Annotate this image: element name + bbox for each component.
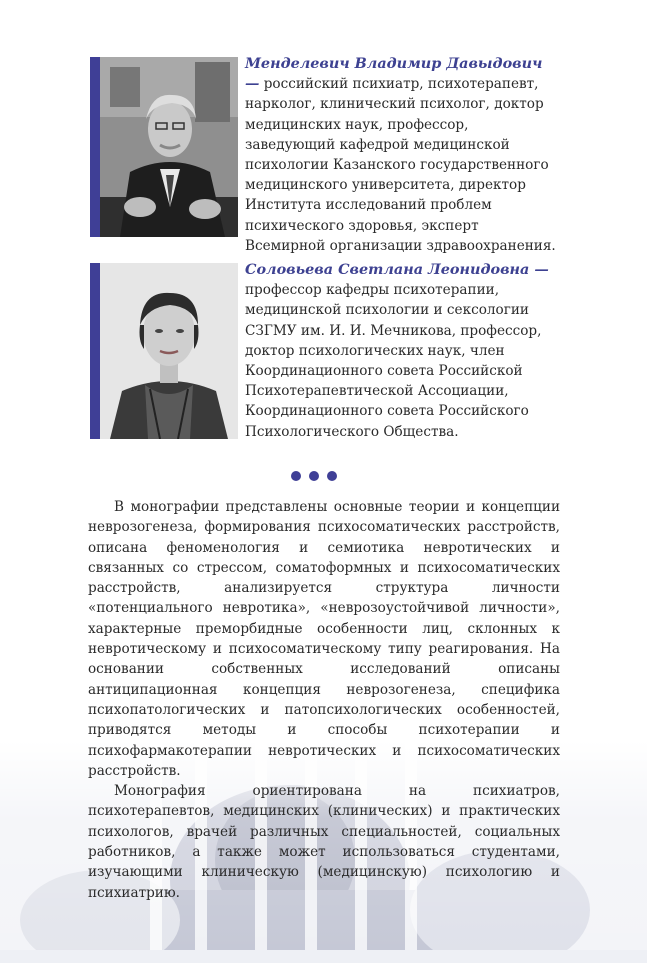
annotation-paragraph: В монографии представлены основные теории и концепции неврозогенеза, формирования психосоматических расстройств, описана феноменология и семиотика невротических и связанных со стрессом, соматоформных и психосоматических расстройств, анализируется структура личности «потенциального невротика», «неврозоустойчивой личности», характерные преморбидные особенности лиц, склонных к невротическому и психосоматическому типу реагирования. На основании собственных исследований описаны антиципационная концепция неврозогенеза, специфика психопатологических и патопсихологических особенностей, приводятся методы и способы психотерапии и психофармакотерапии невротических и психосоматических расстройств. (88, 499, 560, 779)
author-name: Соловьева Светлана Леонидовна (245, 261, 530, 278)
author-text (245, 54, 560, 256)
accent-bar (90, 57, 100, 237)
bottom-edge (0, 950, 647, 963)
author-bio: профессор кафедры психотерапии, медицинской психологии и сексологии СЗГМУ им. И. И. Мечникова, профессор, доктор психологических наук, член Координационного совета Российской Психотерапевтической Ассоциации, Координационного совета Российского Психологического Общества. (245, 282, 542, 440)
annotation-paragraph: Монография ориентирована на психиатров, психотерапевтов, медицинских (клинических) и практических психологов, врачей различных специальностей, социальных работников, а также может использоваться студентами, изучающими клиническую (медицинскую) психологию и психиатрию. (88, 783, 560, 901)
author-bio: российский психиатр, психотерапевт, нарколог, клинический психолог, доктор медицинских наук, профессор, заведующий кафедрой медицинской психологии Казанского государственного медицинского университета, директор Института исследований проблем психического здоровья, эксперт Всемирной организации здравоохранения. (245, 76, 556, 254)
author-text (245, 260, 560, 442)
author-block-mendelevich (90, 55, 560, 254)
author-name-dash: — (529, 261, 549, 278)
author-name: Менделевич Владимир Давыдович (245, 55, 543, 72)
dot (327, 471, 337, 481)
author-photo-mendelevich (100, 57, 238, 237)
dot (309, 471, 319, 481)
author-name-dash: — (245, 75, 260, 93)
dot (291, 471, 301, 481)
accent-bar (90, 263, 100, 439)
author-photo-solovieva (100, 263, 238, 439)
author-block-solovieva (90, 263, 560, 439)
annotation (88, 497, 560, 903)
